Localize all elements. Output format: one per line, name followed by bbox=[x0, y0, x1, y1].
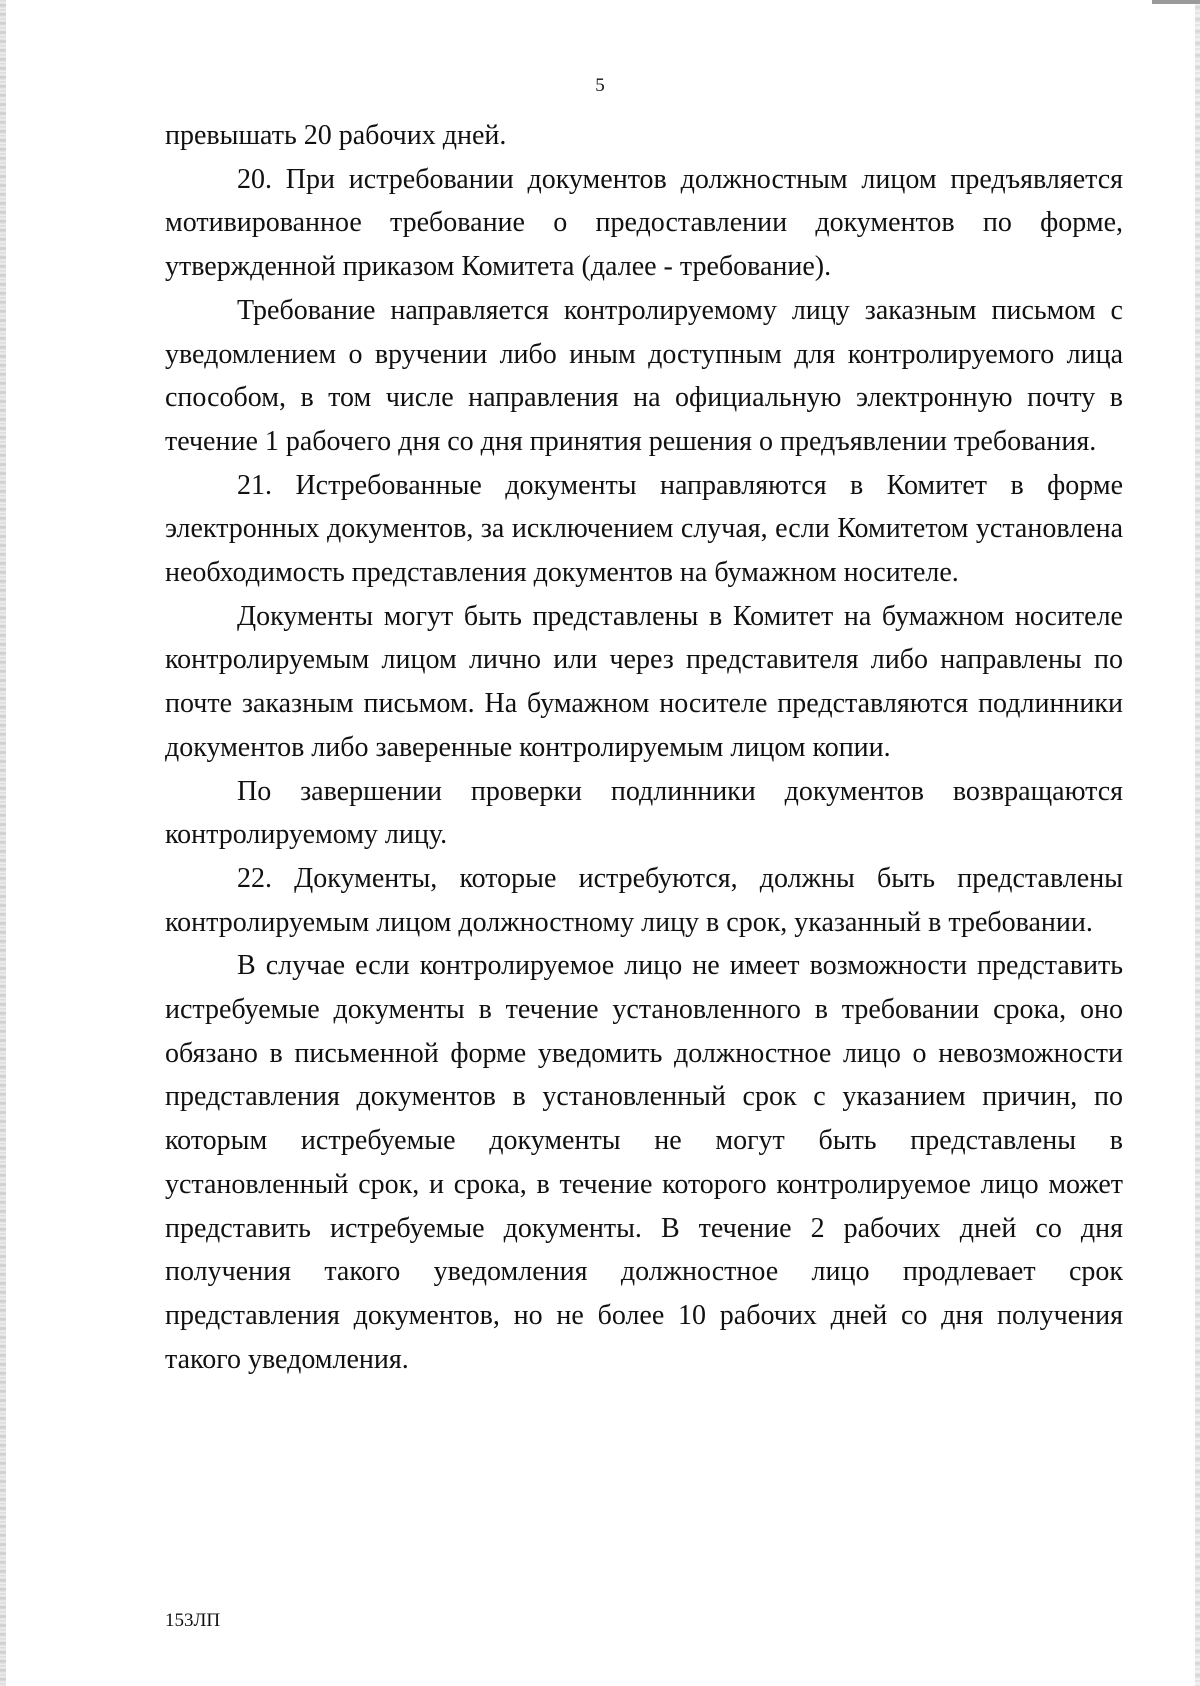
paragraph-item-20: 20. При истребовании документов должностным лицом предъявляется мотивированное требование о предоставлении документов по форме, утвержденной приказом Комитета (далее - требование). bbox=[165, 163, 1123, 283]
paragraph-originals-return: По завершении проверки подлинники документов возвращаются контролируемому лицу. bbox=[165, 775, 1123, 851]
page-number: 5 bbox=[595, 75, 605, 96]
document-code: 153ЛП bbox=[165, 1610, 221, 1631]
paragraph-continuation: превышать 20 рабочих дней. bbox=[165, 120, 507, 151]
paragraph-requirement-delivery: Требование направляется контролируемому лицу заказным письмом с уведомлением о вручении либо иным доступным для контролируемого лица способом, в том числе направления на официальную электронную почту в течение 1 рабочего дня со дня принятия решения о предъявлении требования. bbox=[165, 294, 1123, 457]
paragraph-deadline-extension: В случае если контролируемое лицо не имеет возможности представить истребуемые документы в течение установленного в требовании срока, оно обязано в письменной форме уведомить должностное лицо о невозможности представления документов в установленный срок с указанием причин, по которым истребуемые документы не могут быть представлены в установленный срок, и срока, в течение которого контролируемое лицо может представить истребуемые документы. В течение 2 рабочих дней со дня получения такого уведомления должностное лицо продлевает срок представления документов, но не более 10 рабочих дней со дня получения такого уведомления. bbox=[165, 950, 1123, 1375]
scan-edge-right bbox=[1195, 0, 1200, 1686]
scan-edge-corner bbox=[1152, 0, 1200, 4]
scan-edge-left bbox=[0, 0, 6, 1686]
paragraph-paper-documents: Документы могут быть представлены в Комитет на бумажном носителе контролируемым лицом лично или через представителя либо направлены по почте заказным письмом. На бумажном носителе представляются подлинники документов либо заверенные контролируемым лицом копии. bbox=[165, 600, 1123, 763]
paragraph-item-22: 22. Документы, которые истребуются, должны быть представлены контролируемым лицом должностному лицу в срок, указанный в требовании. bbox=[165, 862, 1123, 938]
paragraph-item-21: 21. Истребованные документы направляются в Комитет в форме электронных документов, за исключением случая, если Комитетом установлена необходимость представления документов на бумажном носителе. bbox=[165, 469, 1123, 589]
document-body bbox=[165, 114, 1123, 1381]
